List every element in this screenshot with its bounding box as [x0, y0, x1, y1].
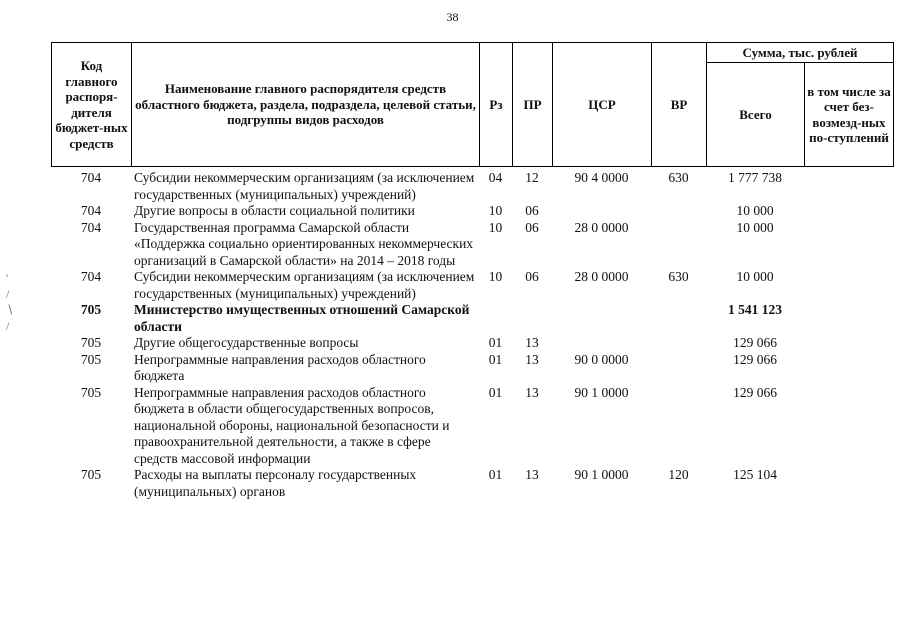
row-csr — [552, 335, 651, 352]
row-incl — [804, 467, 893, 500]
budget-table-body — [51, 170, 893, 500]
row-vr: 630 — [668, 170, 689, 185]
row-csr: 90 0 0000 — [574, 351, 629, 367]
row-pr: 12 — [525, 170, 539, 185]
row-rz: 04 — [488, 170, 503, 185]
row-incl — [804, 302, 893, 335]
row-name: Другие общегосударственные вопросы — [134, 335, 359, 350]
row-name: Субсидии некоммерческим организациям (за исключением государственных (муниципальных) учреждений) — [134, 170, 475, 202]
row-rz: 01 — [488, 335, 503, 350]
row-incl — [804, 352, 893, 385]
header-rz: Рз — [480, 43, 513, 167]
row-rz: 01 — [488, 467, 503, 482]
row-csr — [552, 302, 651, 335]
row-vr: 120 — [668, 467, 689, 482]
row-total: 10 000 — [736, 219, 774, 235]
row-csr: 28 0 0000 — [574, 219, 629, 235]
row-incl — [804, 385, 893, 468]
row-code: 704 — [80, 269, 102, 284]
row-rz: 01 — [488, 351, 503, 367]
header-csr: ЦСР — [553, 43, 652, 167]
row-pr — [512, 302, 552, 335]
margin-mark: / — [6, 319, 10, 333]
row-name: Другие вопросы в области социальной политики — [134, 203, 415, 218]
row-incl — [804, 220, 893, 270]
row-total: 129 066 — [733, 384, 777, 400]
row-vr — [651, 203, 706, 220]
row-total: 1 541 123 — [728, 302, 782, 317]
table-row — [51, 467, 893, 500]
row-vr — [651, 385, 706, 468]
row-code: 705 — [80, 384, 102, 400]
row-name: Министерство имущественных отношений Самарской области — [134, 302, 470, 334]
row-code: 705 — [80, 467, 102, 482]
table-row — [51, 302, 893, 335]
header-sum-group: Сумма, тыс. рублей — [707, 43, 894, 63]
row-code: 705 — [80, 335, 102, 350]
row-code: 704 — [80, 203, 102, 218]
table-row — [51, 385, 893, 468]
row-code: 704 — [80, 170, 102, 185]
row-rz: 01 — [488, 384, 503, 400]
header-name: Наименование главного распорядителя средств областного бюджета, раздела, подраздела, целевой статьи, подгруппы видов расходов — [132, 43, 480, 167]
row-pr: 06 — [525, 219, 539, 235]
header-code: Код главного распоря-дителя бюджет-ных средств — [52, 43, 132, 167]
row-rz — [479, 302, 512, 335]
header-pr: ПР — [513, 43, 553, 167]
page-number: 38 — [446, 10, 459, 24]
table-row — [51, 335, 893, 352]
row-pr: 13 — [525, 335, 539, 350]
row-name: Непрограммные направления расходов областного бюджета в области общегосударственных вопросов, национальной обороны, национальной безопасности и правоохранительной деятельности, а также в сфере средств массовой информации — [134, 384, 450, 466]
row-csr — [552, 203, 651, 220]
row-pr: 06 — [525, 203, 539, 218]
margin-mark: ∖ — [6, 303, 14, 317]
margin-mark: ' — [6, 271, 9, 285]
table-row — [51, 269, 893, 302]
row-total: 10 000 — [736, 203, 774, 218]
row-csr: 90 1 0000 — [574, 384, 629, 400]
row-vr — [651, 335, 706, 352]
row-pr: 13 — [525, 351, 539, 367]
row-total: 129 066 — [733, 351, 777, 367]
row-incl — [804, 335, 893, 352]
header-vr: ВР — [652, 43, 707, 167]
row-name: Расходы на выплаты персоналу государственных (муниципальных) органов — [134, 467, 417, 499]
row-pr: 13 — [525, 467, 539, 482]
row-total: 1 777 738 — [728, 170, 782, 185]
row-csr: 28 0 0000 — [574, 269, 629, 284]
row-vr — [651, 302, 706, 335]
row-incl — [804, 203, 893, 220]
table-row — [51, 170, 893, 203]
header-total: Всего — [707, 63, 805, 167]
row-vr: 630 — [668, 269, 689, 284]
table-row — [51, 352, 893, 385]
header-incl: в том числе за счет без-возмезд-ных по-ступлений — [805, 63, 894, 167]
row-name: Субсидии некоммерческим организациям (за исключением государственных (муниципальных) учреждений) — [134, 269, 475, 301]
row-code: 705 — [80, 302, 102, 317]
row-csr: 90 1 0000 — [574, 467, 629, 482]
row-pr: 13 — [525, 384, 539, 400]
row-pr: 06 — [525, 269, 539, 284]
row-total: 10 000 — [736, 269, 774, 284]
row-rz: 10 — [488, 203, 503, 218]
table-header — [51, 42, 894, 167]
margin-mark: / — [6, 287, 10, 301]
row-code: 704 — [80, 219, 102, 235]
row-total: 125 104 — [733, 467, 777, 482]
row-rz: 10 — [488, 219, 503, 235]
margin-marks — [6, 270, 14, 334]
row-total: 129 066 — [733, 335, 777, 350]
row-vr — [651, 220, 706, 270]
row-rz: 10 — [488, 269, 503, 284]
table-row — [51, 220, 893, 270]
row-vr — [651, 352, 706, 385]
row-incl — [804, 170, 893, 203]
table-row — [51, 203, 893, 220]
row-name: Непрограммные направления расходов областного бюджета — [134, 351, 426, 383]
row-csr: 90 4 0000 — [574, 170, 629, 185]
row-name: Государственная программа Самарской области «Поддержка социально ориентированных некоммерческих организаций в Самарской области» на 2014 – 2018 годы — [134, 219, 474, 268]
row-incl — [804, 269, 893, 302]
row-code: 705 — [80, 351, 102, 367]
